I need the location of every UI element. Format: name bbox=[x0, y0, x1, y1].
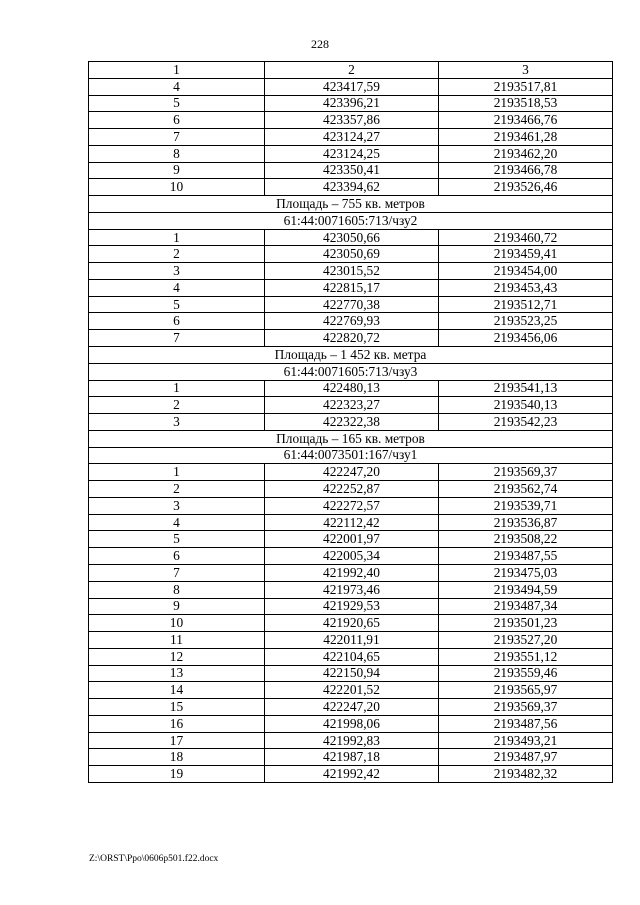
table-row bbox=[89, 514, 613, 531]
x-coordinate-cell: 422150,94 bbox=[265, 665, 439, 682]
y-coordinate-cell: 2193562,74 bbox=[439, 481, 613, 498]
table-row bbox=[89, 464, 613, 481]
x-coordinate-cell: 423350,41 bbox=[265, 162, 439, 179]
x-coordinate-cell: 422815,17 bbox=[265, 279, 439, 296]
point-number-cell: 1 bbox=[89, 229, 265, 246]
point-number-cell: 4 bbox=[89, 279, 265, 296]
y-coordinate-cell: 2193551,12 bbox=[439, 648, 613, 665]
y-coordinate-cell: 2193462,20 bbox=[439, 145, 613, 162]
x-coordinate-cell: 421992,83 bbox=[265, 732, 439, 749]
table-row bbox=[89, 380, 613, 397]
section-heading-row bbox=[89, 212, 613, 229]
y-coordinate-cell: 2193508,22 bbox=[439, 531, 613, 548]
table-row bbox=[89, 766, 613, 783]
table-row bbox=[89, 715, 613, 732]
y-coordinate-cell: 2193526,46 bbox=[439, 179, 613, 196]
y-coordinate-cell: 2193482,32 bbox=[439, 766, 613, 783]
table-row bbox=[89, 497, 613, 514]
table-row bbox=[89, 732, 613, 749]
point-number-cell: 13 bbox=[89, 665, 265, 682]
y-coordinate-cell: 2193569,37 bbox=[439, 699, 613, 716]
y-coordinate-cell: 2193518,53 bbox=[439, 95, 613, 112]
x-coordinate-cell: 423124,25 bbox=[265, 145, 439, 162]
y-coordinate-cell: 2193523,25 bbox=[439, 313, 613, 330]
table-row bbox=[89, 749, 613, 766]
x-coordinate-cell: 422480,13 bbox=[265, 380, 439, 397]
table-row bbox=[89, 313, 613, 330]
point-number-cell: 10 bbox=[89, 179, 265, 196]
area-row bbox=[89, 347, 613, 364]
x-coordinate-cell: 421992,42 bbox=[265, 766, 439, 783]
point-number-cell: 5 bbox=[89, 531, 265, 548]
x-coordinate-cell: 423124,27 bbox=[265, 129, 439, 146]
point-number-cell: 16 bbox=[89, 715, 265, 732]
y-coordinate-cell: 2193542,23 bbox=[439, 414, 613, 431]
header-cell-point-number: 1 bbox=[89, 62, 265, 79]
point-number-cell: 5 bbox=[89, 296, 265, 313]
table-row bbox=[89, 78, 613, 95]
y-coordinate-cell: 2193466,78 bbox=[439, 162, 613, 179]
table-row bbox=[89, 581, 613, 598]
point-number-cell: 3 bbox=[89, 497, 265, 514]
y-coordinate-cell: 2193466,76 bbox=[439, 112, 613, 129]
x-coordinate-cell: 422820,72 bbox=[265, 330, 439, 347]
point-number-cell: 5 bbox=[89, 95, 265, 112]
x-coordinate-cell: 422011,91 bbox=[265, 632, 439, 649]
point-number-cell: 9 bbox=[89, 162, 265, 179]
y-coordinate-cell: 2193454,00 bbox=[439, 263, 613, 280]
y-coordinate-cell: 2193475,03 bbox=[439, 564, 613, 581]
table-row bbox=[89, 162, 613, 179]
table-row bbox=[89, 481, 613, 498]
y-coordinate-cell: 2193541,13 bbox=[439, 380, 613, 397]
table-row bbox=[89, 648, 613, 665]
point-number-cell: 11 bbox=[89, 632, 265, 649]
coordinates-table bbox=[88, 61, 613, 783]
x-coordinate-cell: 422247,20 bbox=[265, 464, 439, 481]
x-coordinate-cell: 423050,66 bbox=[265, 229, 439, 246]
x-coordinate-cell: 423015,52 bbox=[265, 263, 439, 280]
table-row bbox=[89, 665, 613, 682]
point-number-cell: 7 bbox=[89, 129, 265, 146]
x-coordinate-cell: 422247,20 bbox=[265, 699, 439, 716]
point-number-cell: 12 bbox=[89, 648, 265, 665]
point-number-cell: 15 bbox=[89, 699, 265, 716]
area-label: Площадь – 1 452 кв. метра bbox=[89, 347, 613, 364]
x-coordinate-cell: 421929,53 bbox=[265, 598, 439, 615]
table-row bbox=[89, 397, 613, 414]
y-coordinate-cell: 2193565,97 bbox=[439, 682, 613, 699]
x-coordinate-cell: 422770,38 bbox=[265, 296, 439, 313]
coordinates-table-body bbox=[89, 62, 613, 783]
y-coordinate-cell: 2193494,59 bbox=[439, 581, 613, 598]
y-coordinate-cell: 2193540,13 bbox=[439, 397, 613, 414]
table-row bbox=[89, 598, 613, 615]
x-coordinate-cell: 421998,06 bbox=[265, 715, 439, 732]
x-coordinate-cell: 421920,65 bbox=[265, 615, 439, 632]
page-number: 228 bbox=[311, 37, 329, 51]
point-number-cell: 7 bbox=[89, 330, 265, 347]
y-coordinate-cell: 2193453,43 bbox=[439, 279, 613, 296]
point-number-cell: 7 bbox=[89, 564, 265, 581]
point-number-cell: 2 bbox=[89, 246, 265, 263]
section-heading: 61:44:0071605:713/чзу3 bbox=[89, 363, 613, 380]
x-coordinate-cell: 423050,69 bbox=[265, 246, 439, 263]
x-coordinate-cell: 422104,65 bbox=[265, 648, 439, 665]
x-coordinate-cell: 422001,97 bbox=[265, 531, 439, 548]
table-row bbox=[89, 531, 613, 548]
point-number-cell: 6 bbox=[89, 112, 265, 129]
point-number-cell: 2 bbox=[89, 481, 265, 498]
header-cell-x: 2 bbox=[265, 62, 439, 79]
table-row bbox=[89, 229, 613, 246]
point-number-cell: 6 bbox=[89, 313, 265, 330]
point-number-cell: 14 bbox=[89, 682, 265, 699]
x-coordinate-cell: 422323,27 bbox=[265, 397, 439, 414]
section-heading-row bbox=[89, 363, 613, 380]
point-number-cell: 2 bbox=[89, 397, 265, 414]
point-number-cell: 8 bbox=[89, 581, 265, 598]
area-label: Площадь – 755 кв. метров bbox=[89, 196, 613, 213]
point-number-cell: 6 bbox=[89, 548, 265, 565]
section-heading-row bbox=[89, 447, 613, 464]
y-coordinate-cell: 2193527,20 bbox=[439, 632, 613, 649]
x-coordinate-cell: 421987,18 bbox=[265, 749, 439, 766]
point-number-cell: 10 bbox=[89, 615, 265, 632]
x-coordinate-cell: 423396,21 bbox=[265, 95, 439, 112]
table-row bbox=[89, 414, 613, 431]
y-coordinate-cell: 2193487,56 bbox=[439, 715, 613, 732]
x-coordinate-cell: 422005,34 bbox=[265, 548, 439, 565]
section-heading: 61:44:0071605:713/чзу2 bbox=[89, 212, 613, 229]
y-coordinate-cell: 2193539,71 bbox=[439, 497, 613, 514]
section-heading: 61:44:0073501:167/чзу1 bbox=[89, 447, 613, 464]
table-row bbox=[89, 145, 613, 162]
table-row bbox=[89, 548, 613, 565]
x-coordinate-cell: 422201,52 bbox=[265, 682, 439, 699]
y-coordinate-cell: 2193460,72 bbox=[439, 229, 613, 246]
point-number-cell: 18 bbox=[89, 749, 265, 766]
point-number-cell: 3 bbox=[89, 414, 265, 431]
y-coordinate-cell: 2193459,41 bbox=[439, 246, 613, 263]
table-row bbox=[89, 179, 613, 196]
y-coordinate-cell: 2193487,55 bbox=[439, 548, 613, 565]
point-number-cell: 17 bbox=[89, 732, 265, 749]
x-coordinate-cell: 421992,40 bbox=[265, 564, 439, 581]
point-number-cell: 4 bbox=[89, 78, 265, 95]
x-coordinate-cell: 422272,57 bbox=[265, 497, 439, 514]
header-cell-y: 3 bbox=[439, 62, 613, 79]
y-coordinate-cell: 2193559,46 bbox=[439, 665, 613, 682]
table-row bbox=[89, 615, 613, 632]
x-coordinate-cell: 422769,93 bbox=[265, 313, 439, 330]
x-coordinate-cell: 421973,46 bbox=[265, 581, 439, 598]
table-row bbox=[89, 263, 613, 280]
file-path-footer: Z:\ORST\Ppo\0606p501.f22.docx bbox=[89, 854, 219, 864]
y-coordinate-cell: 2193517,81 bbox=[439, 78, 613, 95]
y-coordinate-cell: 2193569,37 bbox=[439, 464, 613, 481]
point-number-cell: 3 bbox=[89, 263, 265, 280]
table-row bbox=[89, 564, 613, 581]
y-coordinate-cell: 2193461,28 bbox=[439, 129, 613, 146]
y-coordinate-cell: 2193456,06 bbox=[439, 330, 613, 347]
area-row bbox=[89, 196, 613, 213]
y-coordinate-cell: 2193536,87 bbox=[439, 514, 613, 531]
x-coordinate-cell: 422112,42 bbox=[265, 514, 439, 531]
x-coordinate-cell: 423417,59 bbox=[265, 78, 439, 95]
area-row bbox=[89, 430, 613, 447]
table-row bbox=[89, 112, 613, 129]
y-coordinate-cell: 2193487,34 bbox=[439, 598, 613, 615]
table-row bbox=[89, 330, 613, 347]
x-coordinate-cell: 423394,62 bbox=[265, 179, 439, 196]
point-number-cell: 8 bbox=[89, 145, 265, 162]
point-number-cell: 9 bbox=[89, 598, 265, 615]
table-row bbox=[89, 682, 613, 699]
point-number-cell: 1 bbox=[89, 380, 265, 397]
table-row bbox=[89, 279, 613, 296]
point-number-cell: 19 bbox=[89, 766, 265, 783]
x-coordinate-cell: 422322,38 bbox=[265, 414, 439, 431]
table-row bbox=[89, 129, 613, 146]
point-number-cell: 1 bbox=[89, 464, 265, 481]
table-row bbox=[89, 632, 613, 649]
table-row bbox=[89, 699, 613, 716]
table-row bbox=[89, 95, 613, 112]
y-coordinate-cell: 2193493,21 bbox=[439, 732, 613, 749]
table-row bbox=[89, 246, 613, 263]
table-row bbox=[89, 296, 613, 313]
y-coordinate-cell: 2193512,71 bbox=[439, 296, 613, 313]
y-coordinate-cell: 2193487,97 bbox=[439, 749, 613, 766]
x-coordinate-cell: 422252,87 bbox=[265, 481, 439, 498]
y-coordinate-cell: 2193501,23 bbox=[439, 615, 613, 632]
x-coordinate-cell: 423357,86 bbox=[265, 112, 439, 129]
table-header-row bbox=[89, 62, 613, 79]
point-number-cell: 4 bbox=[89, 514, 265, 531]
area-label: Площадь – 165 кв. метров bbox=[89, 430, 613, 447]
